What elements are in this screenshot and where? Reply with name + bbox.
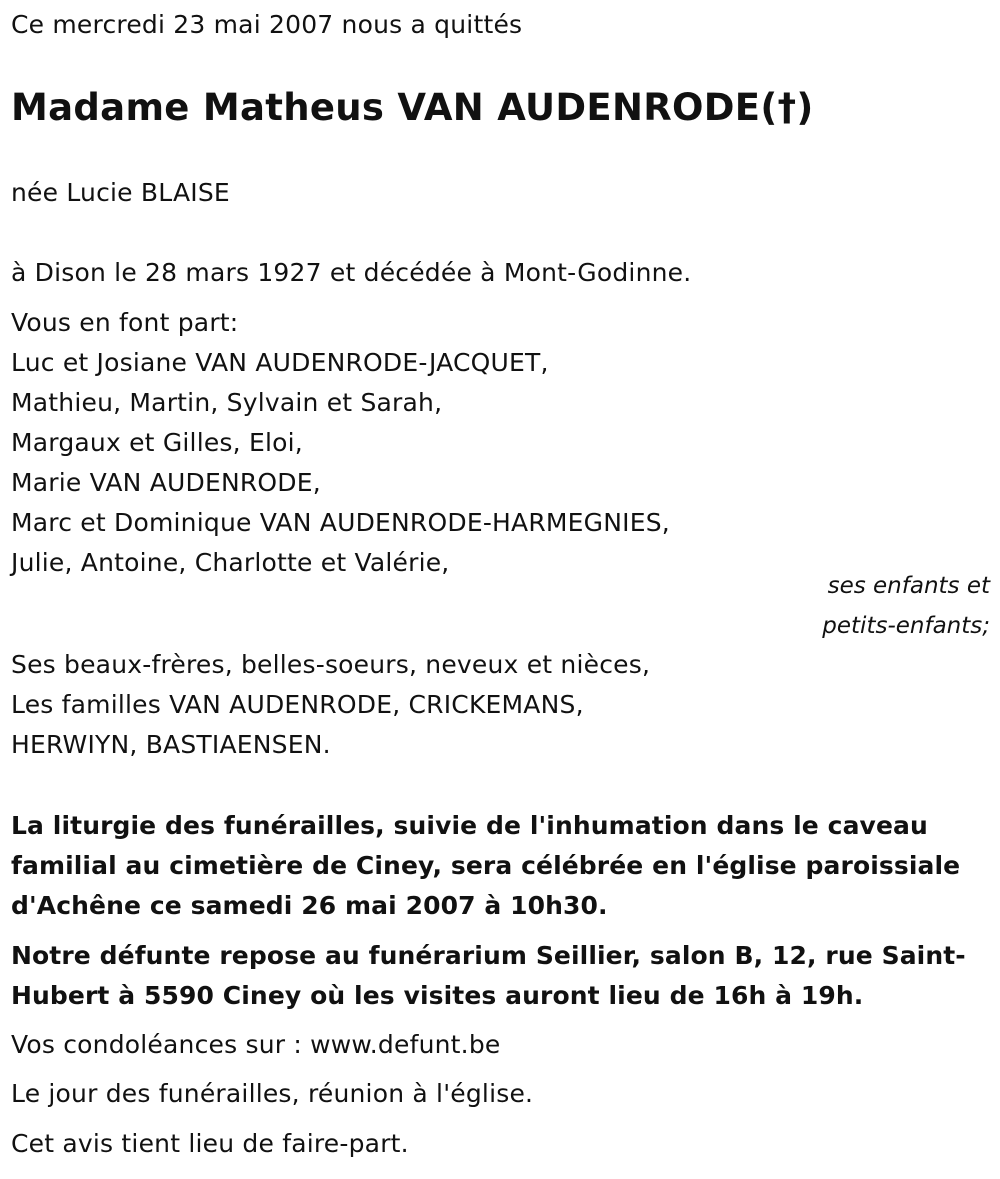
liturgy-line: familial au cimetière de Ciney, sera célébrée en l'église paroissiale (11, 851, 961, 880)
family-intro: Vous en font part: (11, 308, 239, 337)
liturgy-line: La liturgie des funérailles, suivie de l'inhumation dans le caveau (11, 811, 928, 840)
family-line: Marie VAN AUDENRODE, (11, 468, 321, 497)
family-line: Marc et Dominique VAN AUDENRODE-HARMEGNIES, (11, 508, 670, 537)
deceased-name-title: Madame Matheus VAN AUDENRODE(†) (11, 86, 814, 129)
notice-line: Cet avis tient lieu de faire-part. (11, 1129, 409, 1158)
liturgy-paragraph (11, 806, 971, 926)
family-role-line: ses enfants et (827, 573, 990, 599)
death-date-line: Ce mercredi 23 mai 2007 nous a quittés (11, 10, 523, 39)
family-line: Julie, Antoine, Charlotte et Valérie, (11, 548, 450, 577)
maiden-name-line: née Lucie BLAISE (11, 178, 230, 207)
liturgy-line: d'Achêne ce samedi 26 mai 2007 à 10h30. (11, 891, 608, 920)
extended-family-line: Ses beaux-frères, belles-soeurs, neveux et nièces, (11, 650, 651, 679)
extended-family-line: Les familles VAN AUDENRODE, CRICKEMANS, (11, 690, 584, 719)
family-line: Margaux et Gilles, Eloi, (11, 428, 303, 457)
condolences-line: Vos condoléances sur : www.defunt.be (11, 1030, 501, 1059)
birth-death-line: à Dison le 28 mars 1927 et décédée à Mont-Godinne. (11, 258, 692, 287)
repose-paragraph (11, 936, 971, 1016)
family-line: Mathieu, Martin, Sylvain et Sarah, (11, 388, 443, 417)
extended-family-line: HERWIYN, BASTIAENSEN. (11, 730, 331, 759)
reunion-line: Le jour des funérailles, réunion à l'église. (11, 1079, 534, 1108)
family-role-line: petits-enfants; (822, 613, 990, 639)
repose-line: Hubert à 5590 Ciney où les visites auront lieu de 16h à 19h. (11, 981, 864, 1010)
family-line: Luc et Josiane VAN AUDENRODE-JACQUET, (11, 348, 549, 377)
repose-line: Notre défunte repose au funérarium Seillier, salon B, 12, rue Saint- (11, 941, 966, 970)
